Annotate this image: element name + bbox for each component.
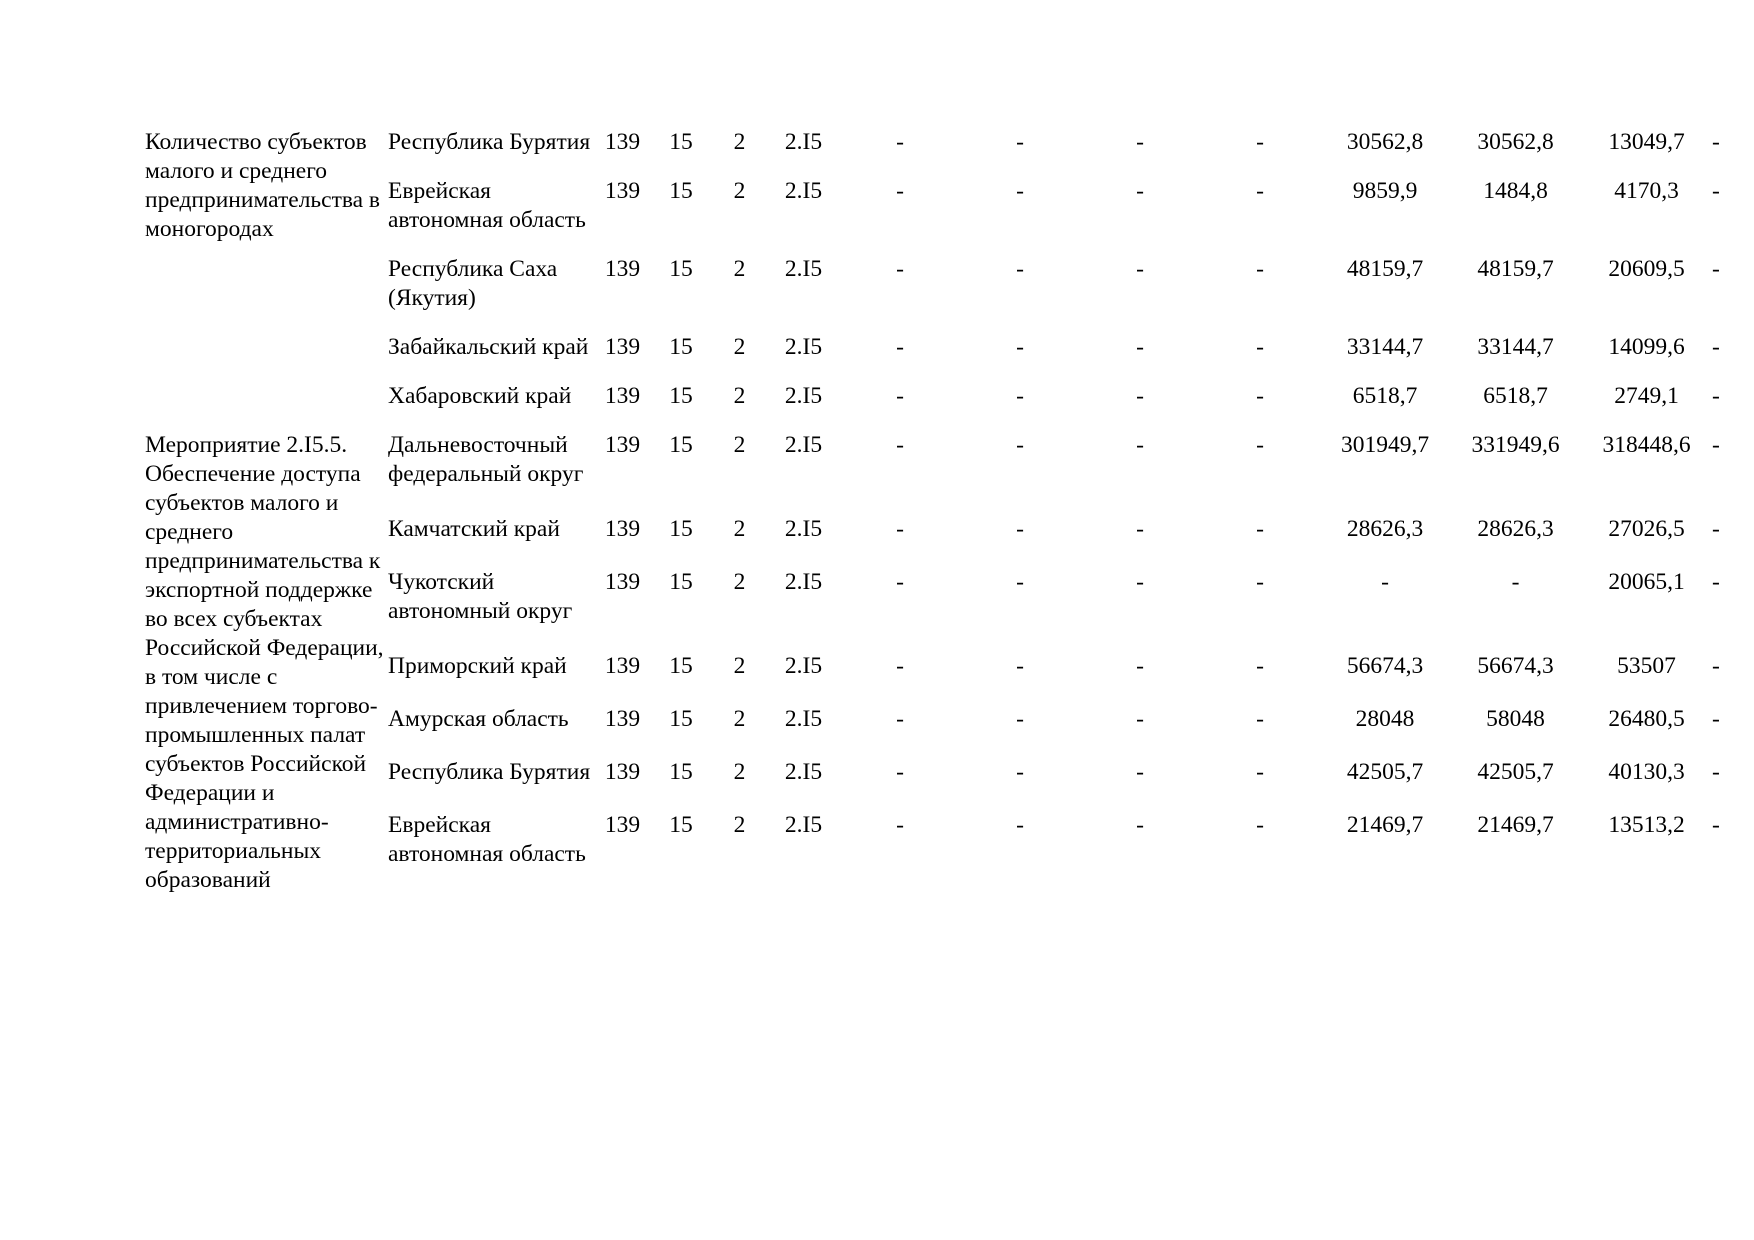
- dash-cell: -: [1016, 811, 1024, 838]
- value-cell: 42505,7: [1477, 758, 1554, 785]
- cs-code-cell: 2.I5: [784, 516, 823, 543]
- dash-cell: -: [1136, 706, 1144, 733]
- edge-cell: -: [1712, 706, 1720, 733]
- pr-code-cell: 2: [733, 334, 746, 360]
- cs-code-cell: 2.I5: [784, 758, 823, 785]
- gr-code-cell: 139: [604, 569, 641, 596]
- dash-cell: -: [1136, 256, 1144, 282]
- edge-cell: -: [1712, 334, 1720, 360]
- dash-cell: -: [1256, 758, 1264, 785]
- dash-cell: -: [1136, 811, 1144, 838]
- value-cell: 331949,6: [1471, 432, 1560, 458]
- cs-code-cell: 2.I5: [784, 569, 823, 596]
- dash-cell: -: [1016, 569, 1024, 596]
- value-cell: 48159,7: [1346, 256, 1424, 282]
- activity-name: Мероприятие 2.I5.5. Обеспечение доступа субъектов малого и среднего предпринимательства к экспортной поддержке во всех субъектах Российской Федерации, в том числе с привлечением торгово-промышленных палат субъектов Российской Федерации и административно-территориальных образований: [145, 432, 384, 893]
- value-cell: 21469,7: [1477, 811, 1554, 838]
- dash-cell: -: [1136, 334, 1144, 360]
- gr-code-cell: 139: [604, 758, 641, 785]
- dash-cell: -: [896, 811, 904, 838]
- value-cell: 33144,7: [1346, 334, 1424, 360]
- budget-table-body: [145, 128, 1752, 895]
- edge-cell: -: [1712, 653, 1720, 680]
- pr-code-cell: 2: [733, 653, 746, 680]
- dash-cell: -: [1256, 129, 1264, 155]
- gr-code-cell: 139: [604, 516, 641, 543]
- value-cell: 28048: [1355, 706, 1415, 733]
- dash-cell: -: [1256, 516, 1264, 543]
- pr-code-cell: 2: [733, 383, 746, 409]
- rz-code-cell: 15: [669, 432, 693, 458]
- value-cell: 58048: [1486, 706, 1545, 733]
- value-cell: 26480,5: [1608, 706, 1685, 733]
- cs-code-cell: 2.I5: [784, 256, 823, 282]
- rz-code-cell: 15: [669, 256, 693, 282]
- gr-code-cell: 139: [604, 432, 641, 458]
- region-cell: Еврейская автономная область: [388, 811, 586, 867]
- region-cell: Республика Бурятия: [388, 129, 591, 155]
- dash-cell: -: [1016, 129, 1024, 155]
- value-cell: 56674,3: [1346, 653, 1424, 680]
- region-cell: Республика Саха (Якутия): [388, 256, 558, 311]
- dash-cell: -: [1136, 383, 1144, 409]
- gr-code-cell: 139: [604, 129, 641, 155]
- pr-code-cell: 2: [733, 706, 746, 733]
- rz-code-cell: 15: [669, 653, 693, 680]
- dash-cell: -: [1016, 178, 1024, 204]
- region-cell: Республика Бурятия: [388, 758, 591, 785]
- gr-code-cell: 139: [604, 178, 641, 204]
- value-cell: 42505,7: [1346, 758, 1424, 785]
- rz-code-cell: 15: [669, 811, 693, 838]
- dash-cell: -: [1256, 653, 1264, 680]
- table-row: [145, 128, 1752, 177]
- dash-cell: -: [1136, 653, 1144, 680]
- pr-code-cell: 2: [733, 758, 746, 785]
- edge-cell: -: [1712, 516, 1720, 543]
- cs-code-cell: 2.I5: [784, 432, 823, 458]
- dash-cell: -: [1136, 129, 1144, 155]
- value-cell: 20065,1: [1608, 569, 1685, 596]
- rz-code-cell: 15: [669, 516, 693, 543]
- dash-cell: -: [896, 383, 904, 409]
- region-cell: Камчатский край: [388, 516, 560, 543]
- value-cell: 4170,3: [1614, 178, 1679, 204]
- edge-cell: -: [1712, 432, 1720, 458]
- dash-cell: -: [1256, 334, 1264, 360]
- rz-code-cell: 15: [669, 706, 693, 733]
- region-cell: Приморский край: [388, 653, 567, 680]
- value-cell: 21469,7: [1346, 811, 1424, 838]
- pr-code-cell: 2: [733, 178, 746, 204]
- pr-code-cell: 2: [733, 256, 746, 282]
- cs-code-cell: 2.I5: [784, 178, 823, 204]
- dash-cell: -: [1256, 432, 1264, 458]
- cs-code-cell: 2.I5: [784, 334, 823, 360]
- rz-code-cell: 15: [669, 569, 693, 596]
- dash-cell: -: [896, 569, 904, 596]
- rz-code-cell: 15: [669, 334, 693, 360]
- dash-cell: -: [896, 653, 904, 680]
- gr-code-cell: 139: [604, 706, 641, 733]
- value-cell: 28626,3: [1346, 516, 1424, 543]
- rz-code-cell: 15: [669, 129, 693, 155]
- value-cell: 13513,2: [1608, 811, 1685, 838]
- dash-cell: -: [1016, 256, 1024, 282]
- value-cell: 33144,7: [1477, 334, 1554, 360]
- gr-code-cell: 139: [604, 256, 641, 282]
- cs-code-cell: 2.I5: [784, 811, 823, 838]
- value-cell: 301949,7: [1340, 432, 1430, 458]
- dash-cell: -: [1016, 334, 1024, 360]
- gr-code-cell: 139: [604, 383, 641, 409]
- value-cell: 20609,5: [1608, 256, 1685, 282]
- pr-code-cell: 2: [733, 432, 746, 458]
- value-cell: 14099,6: [1608, 334, 1685, 360]
- dash-cell: -: [1136, 758, 1144, 785]
- edge-cell: -: [1712, 811, 1720, 838]
- dash-cell: -: [1256, 178, 1264, 204]
- budget-table: [145, 128, 1752, 895]
- dash-cell: -: [896, 432, 904, 458]
- value-cell: -: [1381, 569, 1389, 596]
- dash-cell: -: [896, 256, 904, 282]
- edge-cell: -: [1712, 569, 1720, 596]
- value-cell: -: [1511, 569, 1520, 596]
- cs-code-cell: 2.I5: [784, 129, 823, 155]
- value-cell: 30562,8: [1477, 129, 1554, 155]
- dash-cell: -: [1016, 706, 1024, 733]
- value-cell: 6518,7: [1352, 383, 1418, 409]
- edge-cell: -: [1712, 178, 1720, 204]
- dash-cell: -: [1256, 256, 1264, 282]
- value-cell: 30562,8: [1346, 129, 1424, 155]
- value-cell: 6518,7: [1483, 383, 1548, 409]
- rz-code-cell: 15: [669, 383, 693, 409]
- pr-code-cell: 2: [733, 129, 746, 155]
- pr-code-cell: 2: [733, 811, 746, 838]
- dash-cell: -: [1256, 811, 1264, 838]
- gr-code-cell: 139: [604, 811, 641, 838]
- dash-cell: -: [1256, 569, 1264, 596]
- dash-cell: -: [896, 178, 904, 204]
- value-cell: 2749,1: [1614, 383, 1679, 409]
- dash-cell: -: [896, 334, 904, 360]
- edge-cell: -: [1712, 129, 1720, 155]
- cs-code-cell: 2.I5: [784, 383, 823, 409]
- dash-cell: -: [1256, 706, 1264, 733]
- dash-cell: -: [1016, 383, 1024, 409]
- edge-cell: -: [1712, 383, 1720, 409]
- dash-cell: -: [1136, 516, 1144, 543]
- value-cell: 318448,6: [1602, 432, 1691, 458]
- region-cell: Дальневосточный федеральный округ: [388, 432, 584, 487]
- dash-cell: -: [1136, 569, 1144, 596]
- value-cell: 28626,3: [1477, 516, 1554, 543]
- region-cell: Хабаровский край: [388, 383, 572, 409]
- value-cell: 56674,3: [1477, 653, 1554, 680]
- indicator-name: Количество субъектов малого и среднего предпринимательства в моногородах: [145, 129, 381, 242]
- dash-cell: -: [1256, 383, 1264, 409]
- region-cell: Амурская область: [388, 706, 569, 733]
- value-cell: 1484,8: [1483, 178, 1548, 204]
- dash-cell: -: [1136, 432, 1144, 458]
- region-cell: Чукотский автономный округ: [388, 569, 573, 625]
- rz-code-cell: 15: [669, 178, 693, 204]
- gr-code-cell: 139: [604, 653, 641, 680]
- cs-code-cell: 2.I5: [784, 653, 823, 680]
- dash-cell: -: [1016, 516, 1024, 543]
- region-cell: Еврейская автономная область: [388, 178, 586, 233]
- dash-cell: -: [1136, 178, 1144, 204]
- region-cell: Забайкальский край: [388, 334, 589, 360]
- dash-cell: -: [1016, 758, 1024, 785]
- dash-cell: -: [896, 758, 904, 785]
- edge-cell: -: [1712, 758, 1720, 785]
- dash-cell: -: [1016, 432, 1024, 458]
- value-cell: 13049,7: [1608, 129, 1685, 155]
- value-cell: 48159,7: [1477, 256, 1554, 282]
- pr-code-cell: 2: [733, 569, 746, 596]
- dash-cell: -: [896, 129, 904, 155]
- value-cell: 27026,5: [1608, 516, 1685, 543]
- value-cell: 53507: [1617, 653, 1676, 680]
- cs-code-cell: 2.I5: [784, 706, 823, 733]
- dash-cell: -: [896, 706, 904, 733]
- gr-code-cell: 139: [604, 334, 641, 360]
- rz-code-cell: 15: [669, 758, 693, 785]
- dash-cell: -: [1016, 653, 1024, 680]
- value-cell: 40130,3: [1608, 758, 1685, 785]
- edge-cell: -: [1712, 256, 1720, 282]
- table-row: [145, 431, 1752, 515]
- pr-code-cell: 2: [733, 516, 746, 543]
- value-cell: 9859,9: [1352, 178, 1418, 204]
- dash-cell: -: [896, 516, 904, 543]
